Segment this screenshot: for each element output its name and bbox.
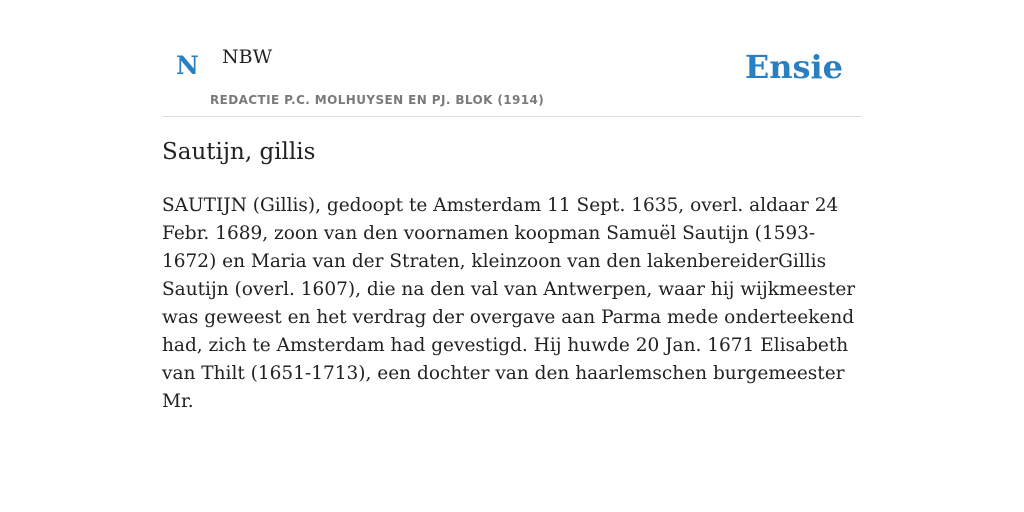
ensie-brand-logo[interactable]: Ensie <box>744 48 843 86</box>
source-header <box>162 0 862 117</box>
entry-body-text: SAUTIJN (Gillis), gedoopt te Amsterdam 11 Sept. 1635, overl. aldaar 24 Febr. 1689, zoon van den voornamen koopman Samuël Sautijn (1593-1672) en Maria van der Straten, kleinzoon van den lakenbereiderGillis Sautijn (overl. 1607), die na den val van Antwerpen, waar hij wijkmeester was geweest en het verdrag der overgave aan Parma mede onderteekend had, zich te Amsterdam had gevestigd. Hij huwde 20 Jan. 1671 Elisabeth van Thilt (1651-1713), een dochter van den haarlemschen burgemeester Mr. <box>162 195 856 412</box>
page-container <box>162 0 862 412</box>
source-logo-icon[interactable]: N <box>176 51 199 80</box>
source-editors: REDACTIE P.C. MOLHUYSEN EN PJ. BLOK (1914) <box>210 93 545 107</box>
entry-title: Sautijn, gillis <box>162 139 316 165</box>
source-name[interactable]: NBW <box>222 46 273 68</box>
